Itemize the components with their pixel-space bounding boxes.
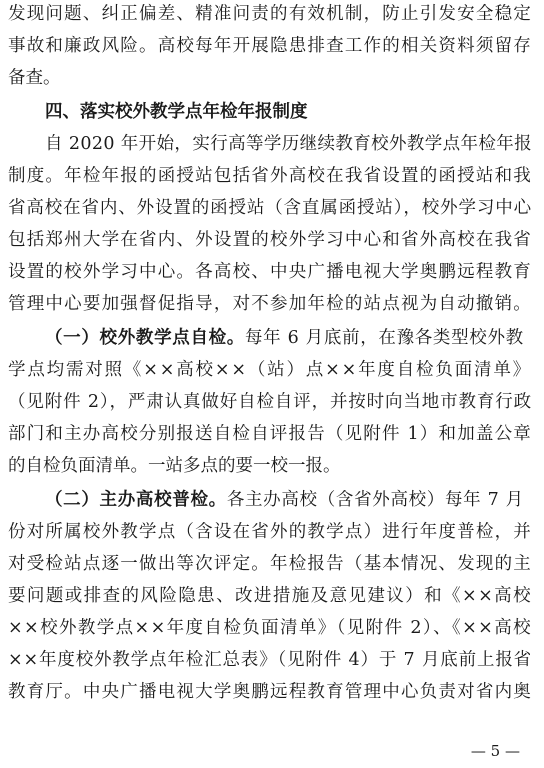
subsection-heading: （一）校外教学点自检。 — [45, 328, 245, 348]
text-line: 自 2020 年开始，实行高等学历继续教育校外教学点年检年报 — [45, 134, 532, 154]
text-line: 管理中心要加强督促指导，对不参加年检的站点视为自动撤销。 — [8, 294, 532, 314]
text-line: 要问题或排查的风险隐患、改进措施及意见建议）和《××高校 — [8, 586, 532, 606]
page-number: — 5 — — [470, 742, 520, 760]
text-line: 备查。 — [8, 68, 61, 88]
text-line: 事故和廉政风险。高校每年开展隐患排查工作的相关资料须留存 — [8, 36, 532, 56]
text-line: 的自检负面清单。一站多点的要一校一报。 — [8, 456, 341, 476]
text-line: ××校外教学点××年度自检负面清单》（见附件 2）、《××高校 — [8, 618, 532, 638]
text-line: 省高校在省内、外设置的函授站（含直属函授站），校外学习中心 — [8, 198, 532, 218]
text-line: 部门和主办高校分别报送自检自评报告（见附件 1）和加盖公章 — [8, 424, 532, 444]
text-line: 教育厅。中央广播电视大学奥鹏远程教育管理中心负责对省内奥 — [8, 682, 532, 702]
text-line: 制度。年检年报的函授站包括省外高校在我省设置的函授站和我 — [8, 166, 532, 186]
section-heading: 四、落实校外教学点年检年报制度 — [45, 102, 308, 122]
text-line: 包括郑州大学在省内、外设置的校外学习中心和省外高校在我省 — [8, 230, 532, 250]
text-line: 设置的校外学习中心。各高校、中央广播电视大学奥鹏远程教育 — [8, 262, 532, 282]
subsection-heading: （二）主办高校普检。 — [45, 490, 227, 510]
text-line: （一）校外教学点自检。每年 6 月底前，在豫各类型校外教 — [45, 328, 524, 348]
text-line: ××年度校外教学点年检汇总表》（见附件 4）于 7 月底前上报省 — [8, 650, 532, 670]
text-line: （二）主办高校普检。各主办高校（含省外高校）每年 7 月 — [45, 490, 524, 510]
text-line: 对受检站点逐一做出等次评定。年检报告（基本情况、发现的主 — [8, 554, 532, 574]
text-line: 学点均需对照《××高校××（站）点××年度自检负面清单》 — [8, 360, 532, 380]
text-line: 发现问题、纠正偏差、精准问责的有效机制，防止引发安全稳定 — [8, 4, 532, 24]
text-line: （见附件 2），严肃认真做好自检自评，并按时向当地市教育行政 — [8, 392, 532, 412]
text-line: 份对所属校外教学点（含设在省外的教学点）进行年度普检，并 — [8, 522, 532, 542]
